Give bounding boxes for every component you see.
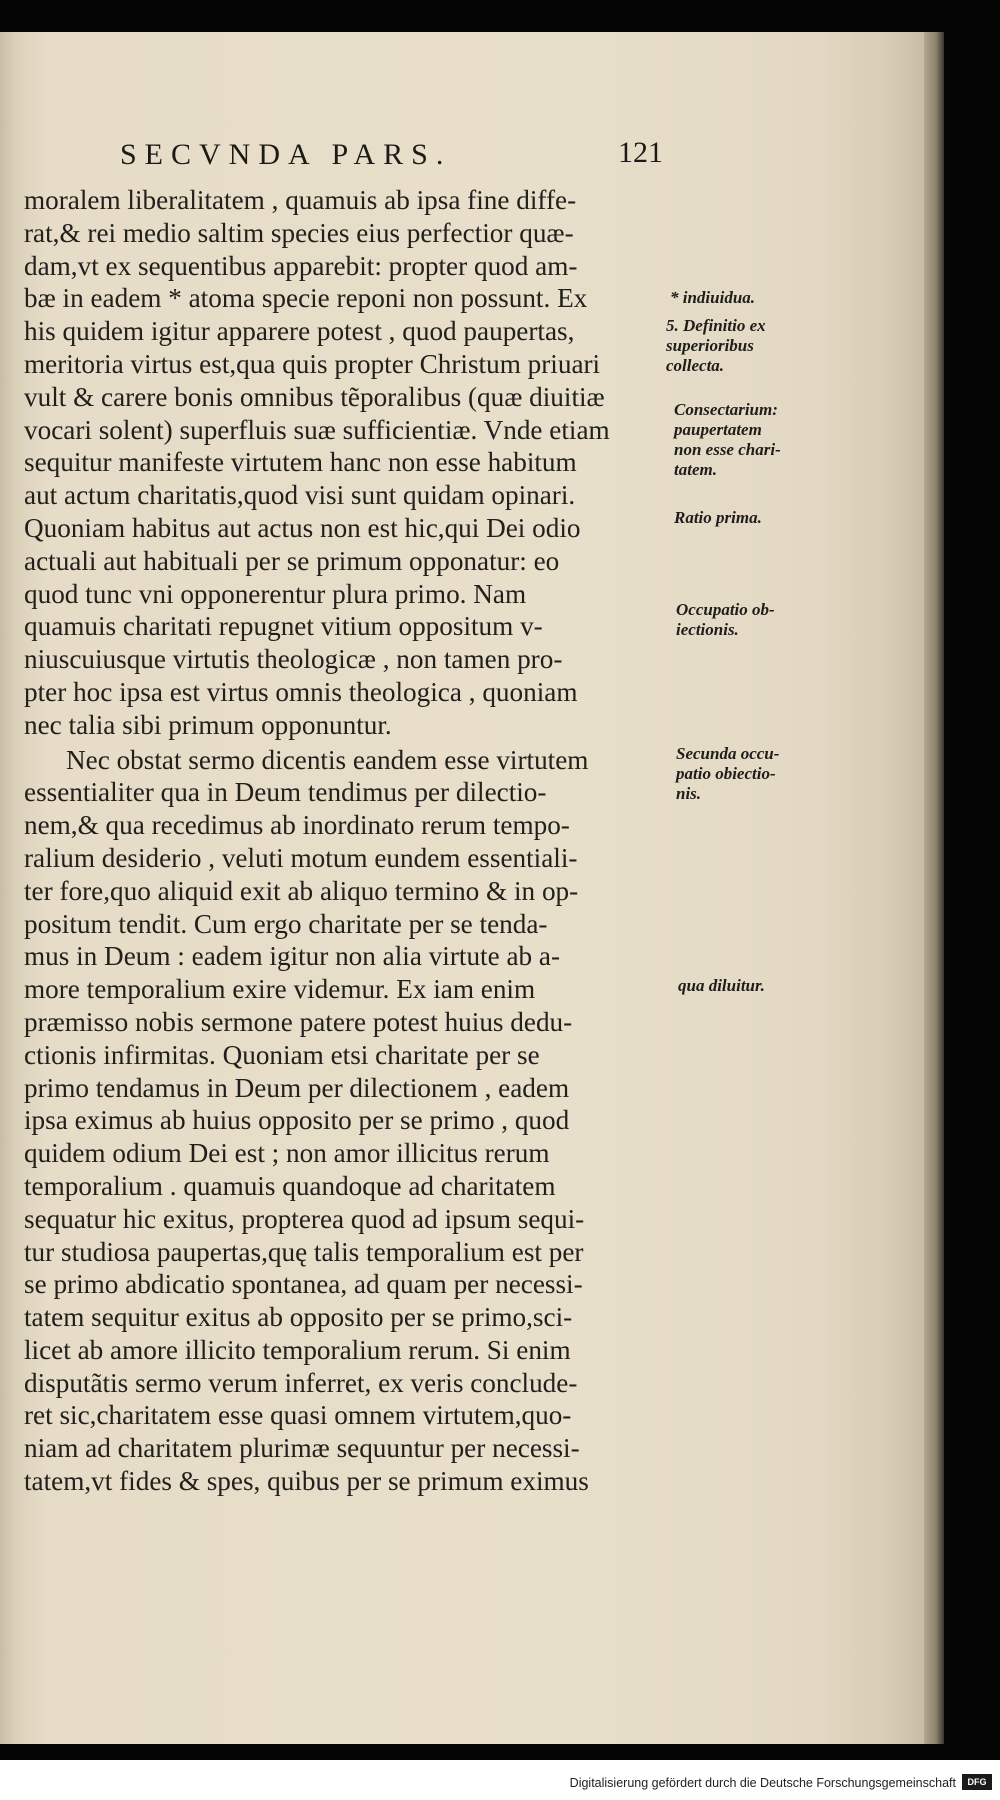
text-line: more temporalium exire videmur. Ex iam enim: [24, 974, 536, 1005]
text-line: se primo abdicatio spontanea, ad quam per necessi-: [24, 1269, 583, 1300]
text-line: primo tendamus in Deum per dilectionem , eadem: [24, 1072, 570, 1103]
text-line: ralium desiderio , veluti motum eundem essentiali-: [24, 842, 578, 873]
margin-note-secunda: [676, 744, 779, 804]
text-line: bæ in eadem * atoma specie reponi non possunt. Ex: [24, 283, 588, 314]
text-line: quamuis charitati repugnet vitium oppositum v-: [24, 611, 543, 642]
margin-note-line: collecta.: [666, 356, 725, 375]
text-line: actuali aut habituali per se primum opponatur: eo: [24, 545, 560, 576]
text-line: disputãtis sermo verum inferret, ex veris conclude-: [24, 1367, 578, 1398]
margin-note-line: tatem.: [674, 460, 717, 479]
margin-note-line: * indiuidua.: [670, 288, 756, 307]
margin-note-line: patio obiectio-: [676, 764, 776, 783]
page-number: 121: [618, 136, 663, 169]
page-edge: [924, 32, 944, 1744]
running-head: SECVNDA PARS.: [120, 138, 452, 171]
text-line: quidem odium Dei est ; non amor illicitus rerum: [24, 1138, 550, 1169]
text-line: ipsa eximus ab huius opposito per se primo , quod: [24, 1105, 570, 1136]
text-line: moralem liberalitatem , quamuis ab ipsa fine diffe-: [24, 185, 577, 215]
text-line: ter fore,quo aliquid exit ab aliquo termino & in op-: [24, 875, 579, 906]
text-line: temporalium . quamuis quandoque ad charitatem: [24, 1170, 556, 1201]
margin-note-line: 5. Definitio ex: [666, 316, 766, 335]
margin-note-individua: [670, 288, 755, 308]
margin-note-occupatio: [676, 600, 775, 640]
footer-credit: Digitalisierung gefördert durch die Deutsche Forschungsgemeinschaft: [569, 1776, 956, 1790]
text-line: ret sic,charitatem esse quasi omnem virtutem,quo-: [24, 1400, 572, 1431]
paragraph-2: [24, 744, 666, 1498]
margin-note-consectarium: [674, 400, 781, 480]
margin-note-line: Secunda occu-: [676, 744, 780, 763]
margin-note-ratio-prima: [674, 508, 762, 528]
dfg-logo: DFG: [962, 1774, 992, 1790]
text-line: Quoniam habitus aut actus non est hic,qui Dei odio: [24, 512, 581, 543]
margin-note-line: non esse chari-: [674, 440, 781, 459]
text-line: sequatur hic exitus, propterea quod ad ipsum sequi-: [24, 1203, 585, 1234]
text-line: niuscuiusque virtutis theologicæ , non tamen pro-: [24, 644, 563, 675]
margin-note-diluitur: [678, 976, 765, 996]
text-line: pter hoc ipsa est virtus omnis theologica , quoniam: [24, 676, 578, 707]
text-line: tatem,vt fides & spes, quibus per se primum eximus: [24, 1466, 589, 1497]
text-line: ctionis infirmitas. Quoniam etsi charitate per se: [24, 1039, 540, 1070]
text-line: positum tendit. Cum ergo charitate per se tenda-: [24, 908, 548, 939]
margin-note-line: Ratio prima.: [674, 508, 762, 527]
margin-note-line: paupertatem: [674, 420, 762, 439]
text-line: præmisso nobis sermone patere potest huius dedu-: [24, 1006, 573, 1037]
text-line: tatem sequitur exitus ab opposito per se primo,sci-: [24, 1302, 573, 1333]
text-line: mus in Deum : eadem igitur non alia virtute ab a-: [24, 941, 561, 972]
text-line: his quidem igitur apparere potest , quod paupertas,: [24, 316, 575, 347]
text-line: nec talia sibi primum opponuntur.: [24, 709, 392, 740]
text-line: quod tunc vni opponerentur plura primo. Nam: [24, 578, 527, 609]
text-line: aut actum charitatis,quod visi sunt quidam opinari.: [24, 480, 576, 511]
main-text: [24, 184, 666, 1498]
margin-note-line: iectionis.: [676, 620, 739, 639]
text-line: vocari solent) superfluis suæ sufficientiæ. Vnde etiam: [24, 414, 610, 445]
margin-note-definitio: [666, 316, 766, 376]
margin-note-line: superioribus: [666, 336, 754, 355]
margin-note-line: Occupatio ob-: [676, 600, 775, 619]
text-line: tur studiosa paupertas,quę talis temporalium est per: [24, 1236, 584, 1267]
margin-note-line: nis.: [676, 784, 702, 803]
text-line: sequitur manifeste virtutem hanc non esse habitum: [24, 447, 577, 478]
text-line: dam,vt ex sequentibus apparebit: propter quod am-: [24, 250, 578, 281]
paragraph-1: [24, 184, 666, 742]
text-line: essentialiter qua in Deum tendimus per dilectio-: [24, 777, 547, 808]
margin-note-line: Consectarium:: [674, 400, 778, 419]
text-line: rat,& rei medio saltim species eius perfectior quæ-: [24, 217, 574, 248]
text-line: niam ad charitatem plurimæ sequuntur per necessi-: [24, 1433, 580, 1464]
text-line: vult & carere bonis omnibus tẽporalibus (quæ diuitiæ: [24, 381, 605, 412]
text-line: Nec obstat sermo dicentis eandem esse virtutem: [66, 744, 589, 775]
text-line: nem,& qua recedimus ab inordinato rerum tempo-: [24, 810, 570, 841]
text-line: meritoria virtus est,qua quis propter Christum priuari: [24, 348, 601, 379]
footer-bar: [0, 1760, 1000, 1800]
text-line: licet ab amore illicito temporalium rerum. Si enim: [24, 1334, 571, 1365]
margin-note-line: qua diluitur.: [678, 976, 765, 995]
